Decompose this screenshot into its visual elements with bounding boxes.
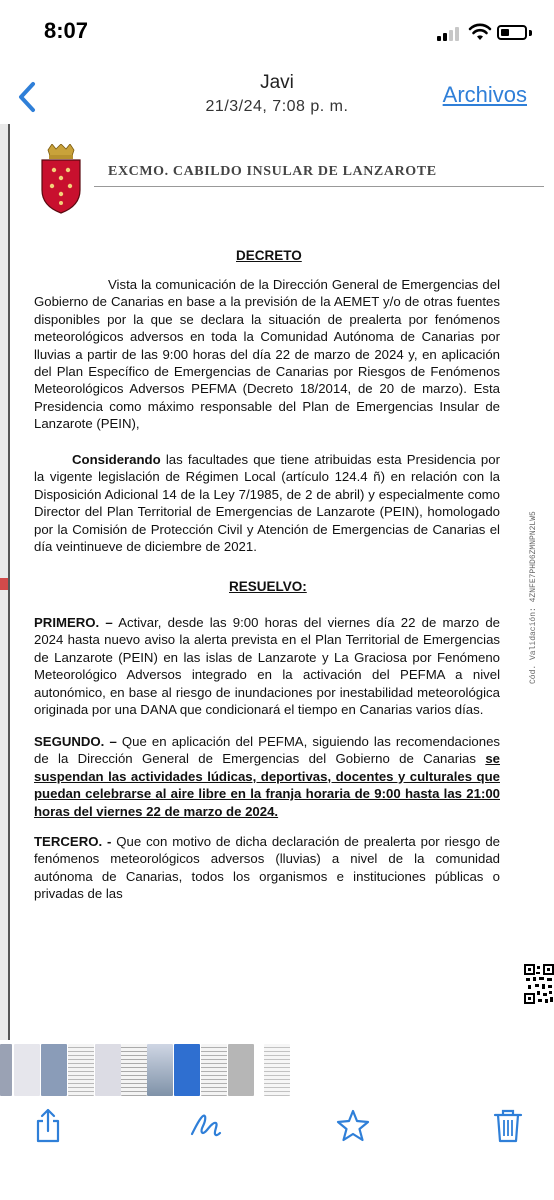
validation-code: Cód. Validación: 4ZNFE7PHD6ZMNPN2LW5 [529, 511, 538, 684]
thumbnail[interactable] [68, 1044, 94, 1096]
thumbnail[interactable] [0, 1044, 12, 1096]
thumbnail[interactable] [41, 1044, 67, 1096]
thumbnail[interactable] [14, 1044, 40, 1096]
document-title: DECRETO [236, 248, 302, 263]
document-viewer[interactable] [0, 124, 554, 1040]
cellular-signal-icon [437, 27, 463, 41]
considerando-label: Considerando [72, 452, 161, 467]
resuelvo-heading: RESUELVO: [229, 579, 307, 594]
navigation-bar [0, 64, 554, 124]
share-icon[interactable] [31, 1108, 65, 1144]
battery-icon [497, 25, 527, 40]
document-page [8, 124, 554, 1040]
header-divider [94, 186, 544, 187]
status-time: 8:07 [44, 18, 89, 43]
segundo-label: SEGUNDO. – [34, 734, 117, 749]
thumbnail[interactable] [228, 1044, 254, 1096]
primero-label: PRIMERO. – [34, 615, 113, 630]
tercero-paragraph [34, 833, 500, 903]
bottom-toolbar [0, 1100, 554, 1200]
institution-header: EXCMO. CABILDO INSULAR DE LANZAROTE [108, 164, 437, 179]
status-bar [0, 0, 554, 64]
thumbnail[interactable] [147, 1044, 173, 1096]
tercero-text: Que con motivo de dicha declaración de prealerta por riesgo de fenómenos meteorológicos adversos (lluvias) a nivel de la comunidad autónoma de Canarias, todos los organismos e instituciones públicas o privadas de las [34, 834, 500, 902]
attachment-thumbnail-strip[interactable] [0, 1040, 554, 1100]
thumbnail[interactable] [201, 1044, 227, 1096]
thumbnail[interactable] [121, 1044, 147, 1096]
coat-of-arms-logo [38, 144, 84, 214]
segundo-paragraph [34, 733, 500, 820]
markup-icon[interactable] [188, 1108, 222, 1144]
qr-code-icon [524, 964, 554, 1004]
archive-button[interactable]: Archivos [442, 82, 527, 107]
thumbnail[interactable] [174, 1044, 200, 1096]
trash-icon[interactable] [491, 1108, 525, 1144]
thumbnail[interactable] [264, 1044, 290, 1096]
primero-text: Activar, desde las 9:00 horas del viernes día 22 de marzo de 2024 hasta nuevo aviso la alerta prevista en el Plan Territorial de Emergencias de Lanzarote (PEIN) en las islas de Lanzarote y La Graciosa por Fenómeno Meteorológico Adversos integrado en la activación del PEFMA a nivel autonómico, en base al riesgo de inundaciones por inestabilidad meteorológica originada por una DANA que condicionará el tiempo en Canarias varios días. [34, 615, 500, 718]
primero-paragraph [34, 614, 500, 718]
thumbnail[interactable] [95, 1044, 121, 1096]
considerando-text: las facultades que tiene atribuidas esta Presidencia por la vigente legislación de Régimen Local (artículo 124.4 ñ) en relación con la Disposición Adicional 14 de la Ley 7/1985, de 2 de abril) y especialmente como Director del Plan Territorial de Emergencias de Lanzarote (PEIN), homologado por la Comisión de Protección Civil y Atención de Emergencias de Canarias el día veintinueve de diciembre de 2021. [34, 452, 500, 555]
battery-tip [529, 30, 532, 36]
segundo-emphasis: se suspendan las actividades lúdicas, deportivas, docentes y culturales que puedan celebrarse al aire libre en la franja horaria de 9:00 hasta las 21:00 horas del viernes 22 de marzo de 2024. [34, 751, 500, 819]
message-timestamp: 21/3/24, 7:08 p. m. [205, 98, 349, 115]
segundo-text: Que en aplicación del PEFMA, siguiendo las recomendaciones de la Dirección General de Emergencias del Gobierno de Canarias [34, 734, 500, 767]
tercero-label: TERCERO. - [34, 834, 112, 849]
conversation-title: Javi [260, 72, 294, 93]
page-edge-marker [0, 578, 8, 590]
wifi-icon [468, 23, 492, 41]
considerando-paragraph [34, 451, 500, 555]
intro-paragraph: Vista la comunicación de la Dirección General de Emergencias del Gobierno de Canarias en base a la previsión de la AEMET y/o de otras fuentes disponibles por la que se declara la situación de prealerta por fenómenos meteorológicos adversos en toda la Comunidad Autónoma de Canarias por lluvias a partir de las 9:00 horas del día 22 de marzo de 2024 y, en aplicación del Plan Específico de Emergencias de Canarias por Riesgos de Fenómenos Meteorológicos Adversos PEFMA (Decreto 18/2014, de 20 de marzo). Esta Presidencia como máximo responsable del Plan de Emergencias Insular de Lanzarote (PEIN), [34, 277, 500, 432]
star-icon[interactable] [336, 1108, 370, 1144]
